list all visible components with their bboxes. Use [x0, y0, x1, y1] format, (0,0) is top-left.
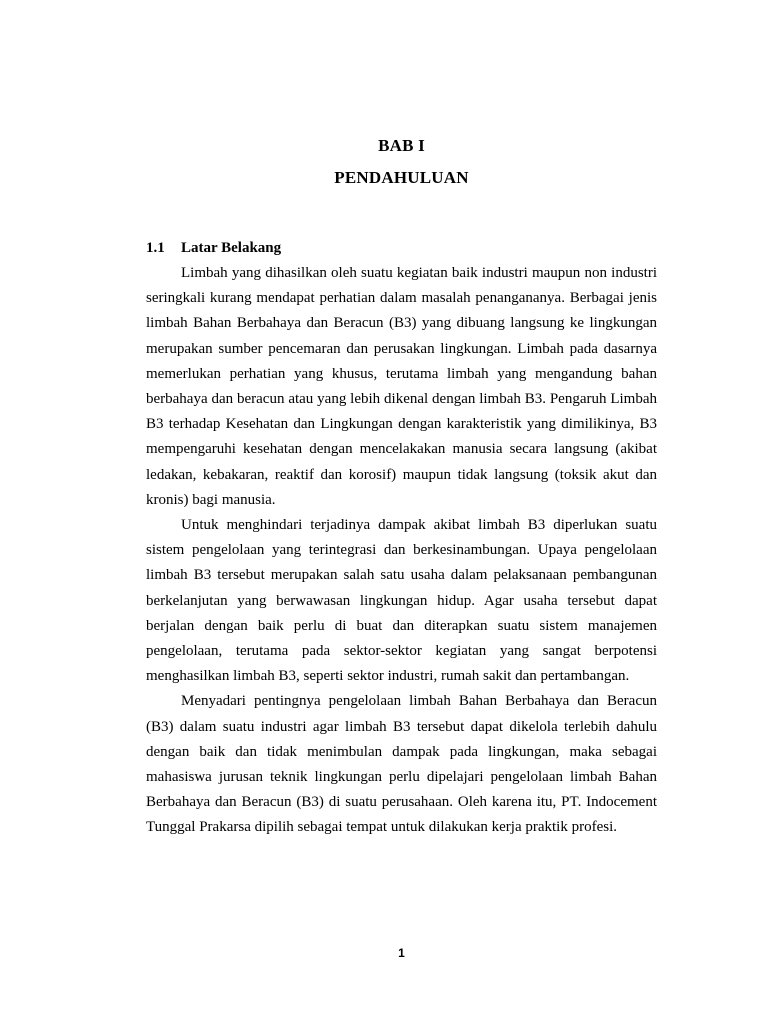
section-number: 1.1 — [146, 240, 165, 256]
section-title: Latar Belakang — [181, 240, 282, 256]
paragraph-1: Limbah yang dihasilkan oleh suatu kegiatan baik industri maupun non industri seringkali kurang mendapat perhatian dalam masalah penangananya. Berbagai jenis limbah Bahan Berbahaya dan Beracun (B3) yang dibuang langsung ke lingkungan merupakan sumber pencemaran dan perusakan lingkungan. Limbah pada dasarnya memerlukan perhatian yang khusus, terutama limbah yang mengandung bahan berbahaya dan beracun atau yang lebih dikenal dengan limbah B3. Pengaruh Limbah B3 terhadap Kesehatan dan Lingkungan dengan karakteristik yang dimilikinya, B3 mempengaruhi kesehatan dengan mencelakakan manusia secara langsung (akibat ledakan, kebakaran, reaktif dan korosif) maupun tidak langsung (toksik akut dan kronis) bagi manusia. — [146, 265, 657, 508]
paragraph-2: Untuk menghindari terjadinya dampak akibat limbah B3 diperlukan suatu sistem pengelolaan yang terintegrasi dan berkesinambungan. Upaya pengelolaan limbah B3 tersebut merupakan salah satu usaha dalam pelaksanaan pembangunan berkelanjutan yang berwawasan lingkungan hidup. Agar usaha tersebut dapat berjalan dengan baik perlu di buat dan diterapkan suatu sistem manajemen pengelolaan, terutama pada sektor-sektor kegiatan yang sangat berpotensi menghasilkan limbah B3, seperti sektor industri, rumah sakit dan pertambangan. — [146, 517, 657, 685]
paragraph-3: Menyadari pentingnya pengelolaan limbah Bahan Berbahaya dan Beracun (B3) dalam suatu industri agar limbah B3 tersebut dapat dikelola terlebih dahulu dengan baik dan tidak menimbulan dampak pada lingkungan, maka sebagai mahasiswa jurusan teknik lingkungan perlu dipelajari pengelolaan limbah Bahan Berbahaya dan Beracun (B3) di suatu perusahaan. Oleh karena itu, PT. Indocement Tunggal Prakarsa dipilih sebagai tempat untuk dilakukan kerja praktik profesi. — [146, 693, 657, 836]
page-number: 1 — [398, 946, 405, 960]
chapter-title: PENDAHULUAN — [334, 168, 469, 187]
body-text — [146, 261, 657, 841]
section-heading — [146, 240, 281, 257]
chapter-number: BAB I — [378, 136, 425, 155]
